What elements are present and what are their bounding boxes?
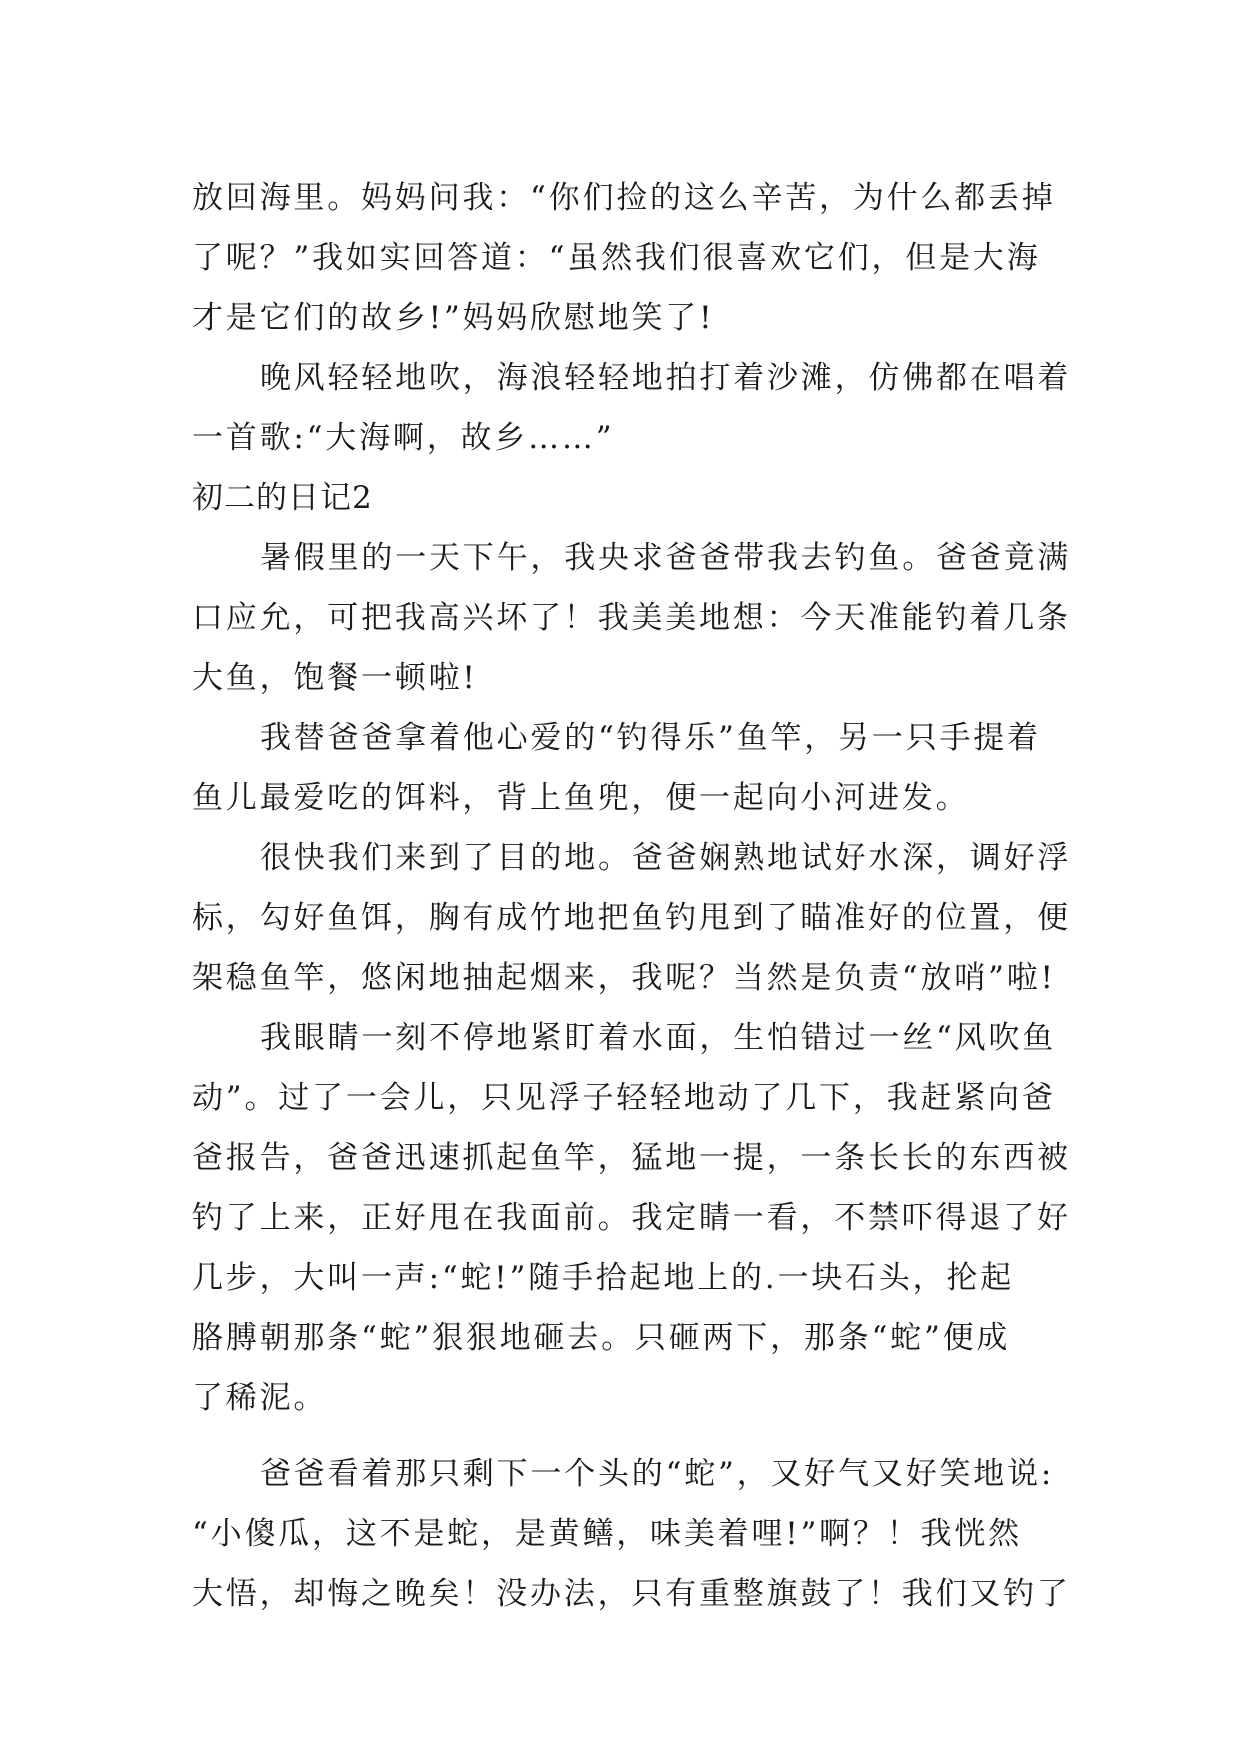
- text-line: 架稳鱼竿，悠闲地抽起烟来，我呢？当然是负责“放哨”啦!: [192, 960, 1056, 996]
- text-line: 暑假里的一天下午，我央求爸爸带我去钓鱼。爸爸竟满: [260, 540, 1072, 576]
- text-line: 我替爸爸拿着他心爱的“钓得乐”鱼竿，另一只手提着: [260, 720, 1041, 756]
- text-line: 一首歌:“大海啊，故乡……”: [192, 420, 615, 456]
- text-line: 了呢？”我如实回答道：“虽然我们很喜欢它们，但是大海: [192, 240, 1041, 276]
- text-line: 爸报告，爸爸迅速抓起鱼竿，猛地一提，一条长长的东西被: [192, 1140, 1071, 1176]
- text-line: 口应允，可把我高兴坏了！我美美地想：今天准能钓着几条: [192, 600, 1071, 636]
- text-line: 鱼儿最爱吃的饵料，背上鱼兜，便一起向小河进发。: [192, 780, 970, 816]
- text-line: 放回海里。妈妈问我：“你们捡的这么辛苦，为什么都丢掉: [192, 180, 1056, 216]
- text-line: 几步，大叫一声:“蛇!”随手拾起地上的.一块石头，抡起: [192, 1260, 1015, 1296]
- text-line: 晚风轻轻地吹，海浪轻轻地拍打着沙滩，仿佛都在唱着: [260, 360, 1072, 396]
- text-line: 标，勾好鱼饵，胸有成竹地把鱼钓甩到了瞄准好的位置，便: [192, 900, 1071, 936]
- text-line: 了稀泥。: [192, 1380, 328, 1416]
- document-page: [192, 168, 1072, 1624]
- text-line: 我眼睛一刻不停地紧盯着水面，生怕错过一丝“风吹鱼: [260, 1020, 1057, 1056]
- text-line: “小傻瓜，这不是蛇，是黄鳝，味美着哩!”啊？！我恍然: [192, 1516, 1022, 1552]
- text-line: 大悟，却悔之晚矣！没办法，只有重整旗鼓了！我们又钓了: [192, 1576, 1071, 1612]
- text-line: 钓了上来，正好甩在我面前。我定睛一看，不禁吓得退了好: [192, 1200, 1071, 1236]
- text-line: 爸爸看着那只剩下一个头的“蛇”，又好气又好笑地说:: [260, 1456, 1055, 1492]
- text-line: 才是它们的故乡!”妈妈欣慰地笑了!: [192, 300, 715, 336]
- text-line: 胳膊朝那条“蛇”狠狠地砸去。只砸两下，那条“蛇”便成: [192, 1320, 1011, 1356]
- text-line: 很快我们来到了目的地。爸爸娴熟地试好水深，调好浮: [260, 840, 1072, 876]
- text-line: 动”。过了一会儿，只见浮子轻轻地动了几下，我赶紧向爸: [192, 1080, 1056, 1116]
- section-heading: 初二的日记2: [192, 480, 373, 516]
- paragraph-gap: [192, 1428, 1072, 1444]
- text-line: 大鱼，饱餐一顿啦!: [192, 660, 478, 696]
